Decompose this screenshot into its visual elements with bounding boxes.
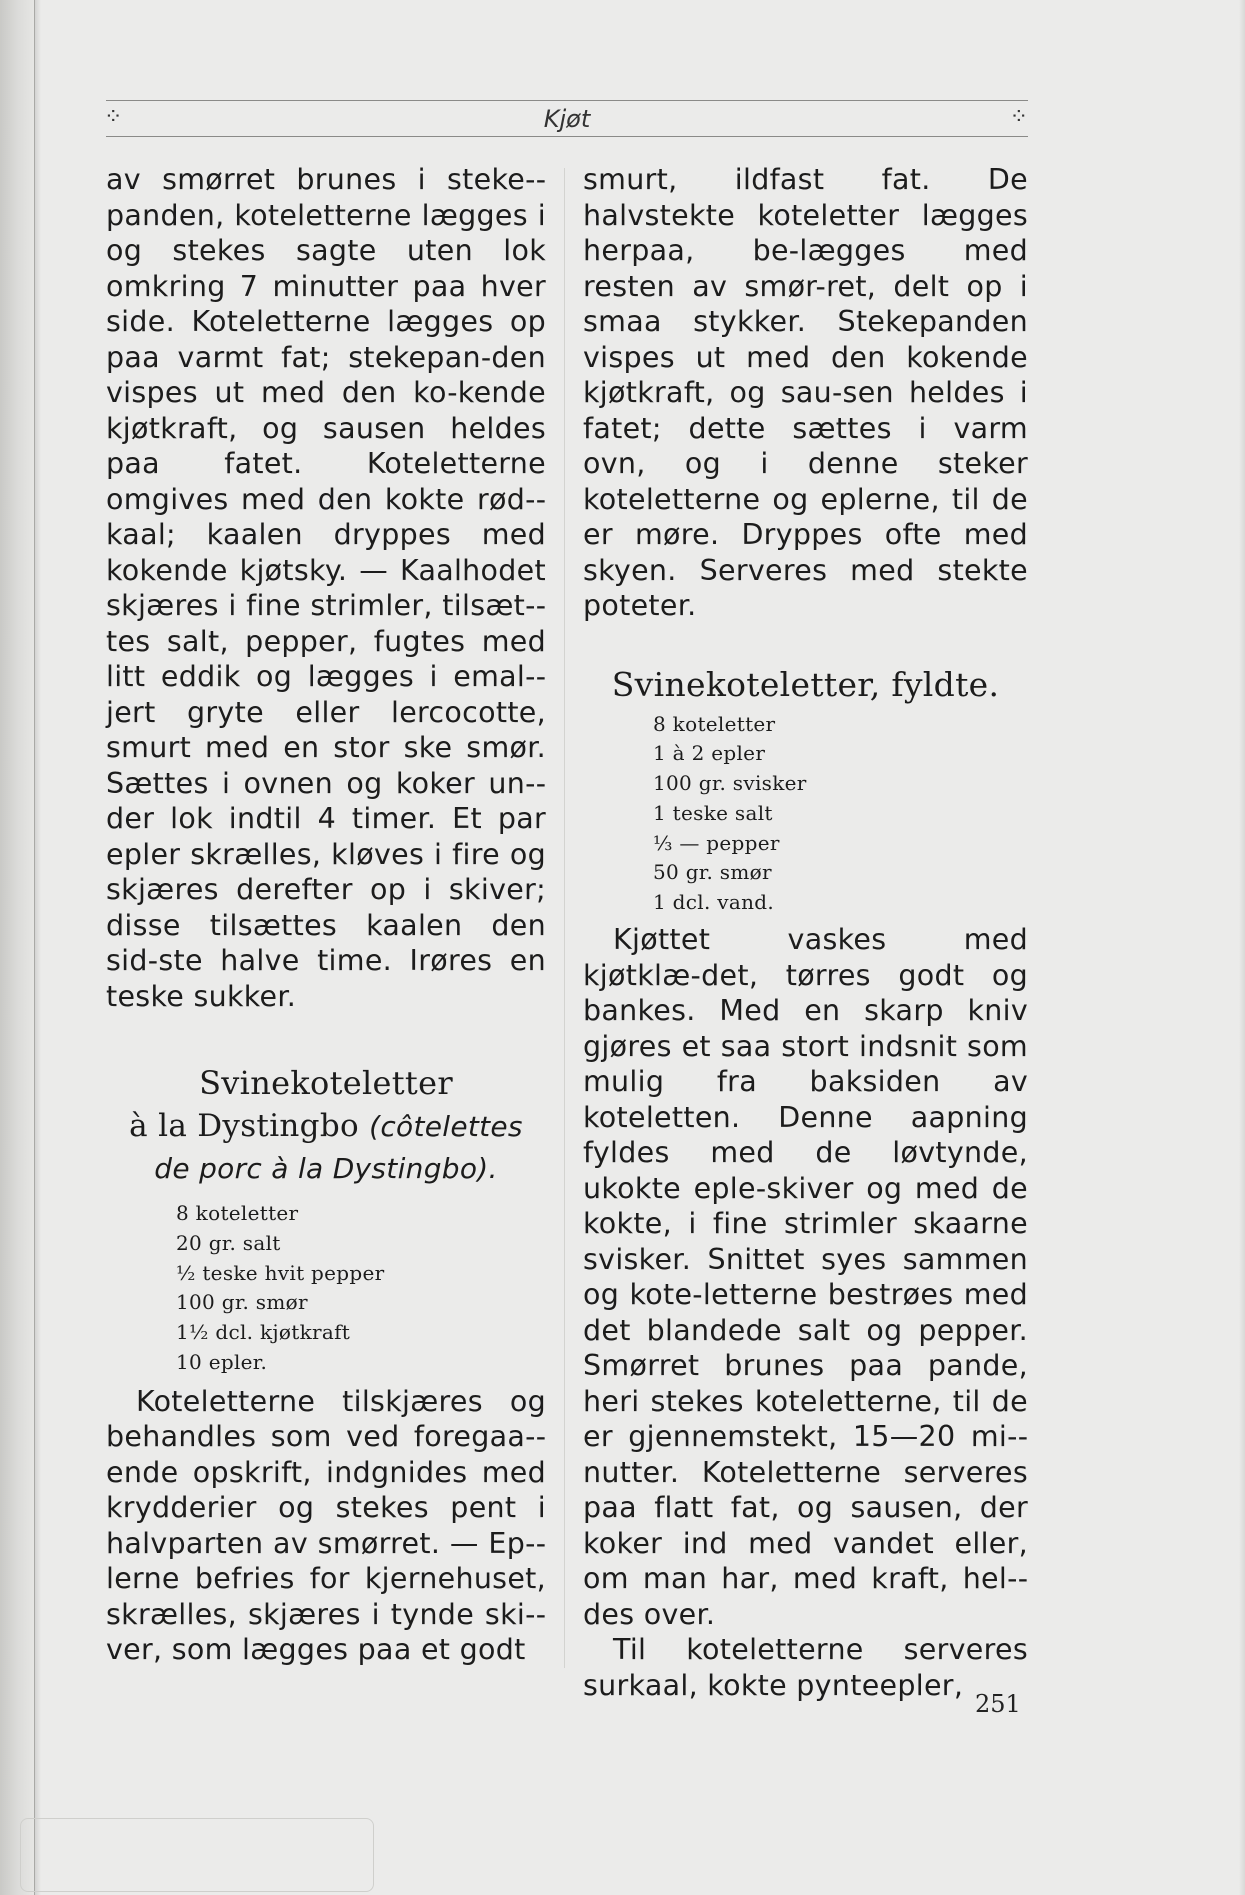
- ingredient-list-dystingbo: [106, 1199, 546, 1378]
- ingredient-item: 100 gr. svisker: [653, 771, 807, 796]
- page-edge: [1239, 0, 1245, 1895]
- recipe-subtitle-french: (côtelettes: [369, 1110, 523, 1143]
- ingredient-item: 1½ dcl. kjøtkraft: [176, 1320, 351, 1345]
- gutter-shadow: [35, 0, 41, 1895]
- ornament-right-icon: ⁘: [1009, 105, 1028, 130]
- right-paragraph-3: Til koteletterne serveres surkaal, kokte pynteepler,: [583, 1633, 1028, 1702]
- right-column: [583, 162, 1028, 1703]
- recipe-subtitle-line2: [106, 1149, 546, 1189]
- running-header-title: Kjøt: [543, 105, 591, 133]
- recipe-title-dystingbo-line2: [106, 1104, 546, 1149]
- ingredient-item: ½ teske hvit pepper: [176, 1260, 385, 1285]
- ornament-left-icon: ⁘: [104, 105, 123, 130]
- recipe-title-fyldte: Svinekoteletter, fyldte.: [611, 664, 1000, 704]
- right-paragraph-2: Kjøttet vaskes med kjøtklæ-det, tørres godt og bankes. Med en skarp kniv gjøres et saa stort indsnit som mulig fra baksiden av koteletten. Denne aapning fyldes med de løvtynde, ukokte eple-skiver og med de kokte, i fine strimler skaarne svisker. Snittet syes sammen og kote-letterne bestrøes med det blandede salt og pepper. Smørret brunes paa pande, heri stekes koteletterne, til de er gjennemstekt, 15—20 mi-nutter. Koteletterne serveres paa flatt fat, og sausen, der koker ind med vandet eller, om man har, med kraft, hel-des over.: [583, 923, 1028, 1631]
- recipe-subtitle-french-2: de porc à la Dystingbo).: [154, 1152, 498, 1185]
- book-binding: [0, 0, 35, 1895]
- ingredient-list-fyldte: [583, 710, 1028, 919]
- running-header: [106, 100, 1028, 140]
- ingredient-item: 1 à 2 epler: [653, 741, 766, 766]
- column-divider: [564, 168, 565, 1668]
- left-paragraph-1: av smørret brunes i steke-panden, koteletterne lægges i og stekes sagte uten lok omkring 7 minutter paa hver side. Koteletterne lægges op paa varmt fat; stekepan-den vispes ut med den ko-kende kjøtkraft, og sausen heldes paa fatet. Koteletterne omgives med den kokte rød-kaal; kaalen dryppes med kokende kjøtsky. — Kaalhodet skjæres i fine strimler, tilsæt-tes salt, pepper, fugtes med litt eddik og lægges i emal-jert gryte eller lercocotte, smurt med en stor ske smør. Sættes i ovnen og koker un-der lok indtil 4 timer. Et par epler skrælles, kløves i fire og skjæres derefter op i skiver; disse tilsættes kaalen den sid-ste halve time. Irøres en teske sukker.: [106, 163, 546, 1013]
- ingredient-item: 100 gr. smør: [176, 1290, 308, 1315]
- ingredient-item: ⅓ — pepper: [653, 830, 780, 855]
- ingredient-item: 8 koteletter: [653, 711, 776, 736]
- ingredient-item: 1 dcl. vand.: [653, 890, 775, 915]
- ingredient-item: 50 gr. smør: [653, 860, 772, 885]
- ingredient-item: 8 koteletter: [176, 1201, 299, 1225]
- left-paragraph-2: Koteletterne tilskjæres og behandles som ved foregaa-ende opskrift, indgnides med krydderier og stekes pent i halvparten av smørret. — Ep-lerne befries for kjernehuset, skrælles, skjæres i tynde ski-ver, som lægges paa et godt: [106, 1384, 546, 1667]
- ingredient-item: 10 epler.: [176, 1349, 268, 1374]
- ingredient-item: 1 teske salt: [653, 800, 773, 825]
- left-column: [106, 162, 546, 1668]
- header-rule-top: [106, 100, 1028, 101]
- recipe-title-dystingbo-name: à la Dystingbo: [129, 1108, 359, 1144]
- recipe-title-dystingbo: Svinekoteletter: [199, 1064, 453, 1102]
- header-rule-bottom: [106, 136, 1028, 137]
- page-corner-tab: [20, 1818, 374, 1892]
- page-number: 251: [975, 1690, 1021, 1718]
- right-paragraph-1: smurt, ildfast fat. De halvstekte koteletter lægges herpaa, be-lægges med resten av smør-ret, delt op i smaa stykker. Stekepanden vispes ut med den kokende kjøtkraft, og sau-sen heldes i fatet; dette sættes i varm ovn, og i denne steker koteletterne og eplerne, til de er møre. Dryppes ofte med skyen. Serveres med stekte poteter.: [583, 163, 1028, 622]
- ingredient-item: 20 gr. salt: [176, 1230, 281, 1255]
